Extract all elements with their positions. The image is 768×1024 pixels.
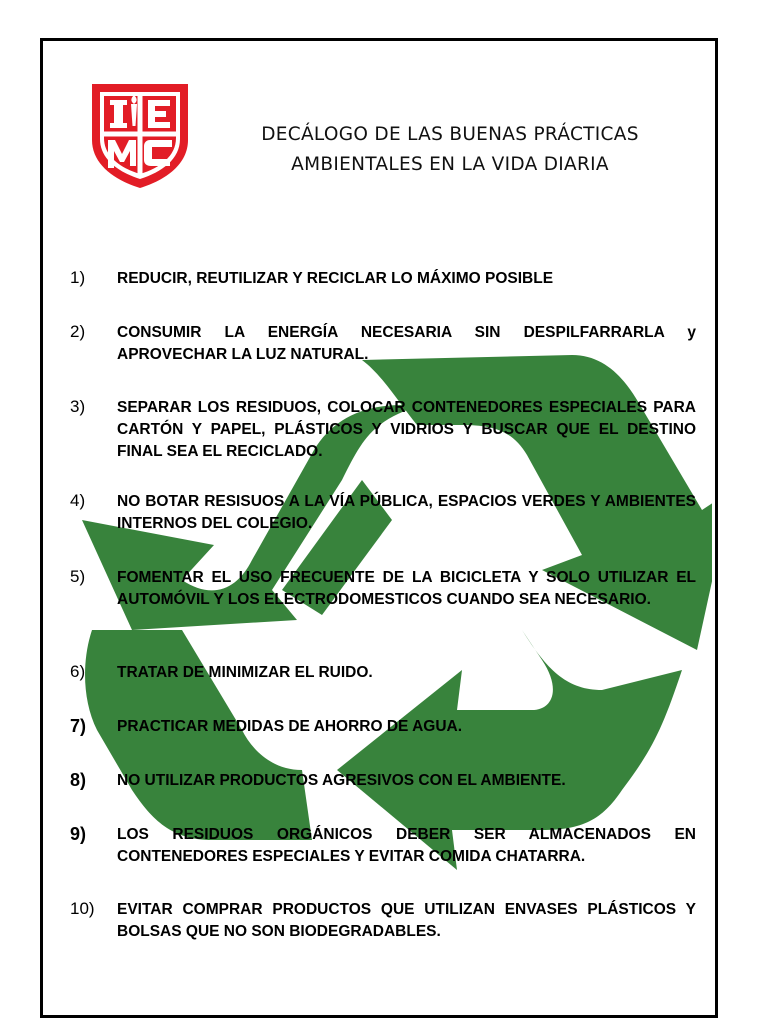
list-item [70,899,696,943]
item-number: 5) [70,567,86,586]
item-number: 4) [70,491,86,510]
item-text: NO UTILIZAR PRODUCTOS AGRESIVOS CON EL AMBIENTE. [117,772,566,789]
item-number: 9) [70,824,87,844]
list-item [70,322,696,366]
list-item [70,397,696,463]
item-number: 10) [70,899,95,918]
list-item [70,662,696,684]
item-number: 1) [70,268,86,287]
item-number: 3) [70,397,86,416]
list-item [70,268,696,290]
item-number: 8) [70,770,87,790]
item-text: FOMENTAR EL USO FRECUENTE DE LA BICICLETA Y SOLO UTILIZAR EL AUTOMÓVIL Y LOS ELECTRODOMESTICOS CUANDO SEA NECESARIO. [117,569,696,608]
title-line-1: DECÁLOGO DE LAS BUENAS PRÁCTICAS [261,124,639,145]
item-text: CONSUMIR LA ENERGÍA NECESARIA SIN DESPILFARRARLA y APROVECHAR LA LUZ NATURAL. [117,324,696,363]
list-item [70,491,696,535]
item-text: NO BOTAR RESISUOS A LA VÍA PÚBLICA, ESPACIOS VERDES Y AMBIENTES INTERNOS DEL COLEGIO. [117,493,696,532]
document-title [200,120,700,180]
item-number: 6) [70,662,86,681]
title-line-2: AMBIENTALES EN LA VIDA DIARIA [291,154,609,175]
item-text: EVITAR COMPRAR PRODUCTOS QUE UTILIZAN ENVASES PLÁSTICOS Y BOLSAS QUE NO SON BIODEGRADABLES. [117,901,696,940]
list-item [70,716,696,738]
list-item [70,770,696,792]
item-number: 2) [70,322,86,341]
item-text: LOS RESIDUOS ORGÁNICOS DEBER SER ALMACENADOS EN CONTENEDORES ESPECIALES Y EVITAR COMIDA CHATARRA. [117,826,696,865]
item-text: REDUCIR, REUTILIZAR Y RECICLAR LO MÁXIMO POSIBLE [117,270,554,287]
item-number: 7) [70,716,87,736]
school-logo [90,82,190,190]
item-text: PRACTICAR MEDIDAS DE AHORRO DE AGUA. [117,718,463,735]
list-item [70,824,696,868]
list-item [70,567,696,611]
item-text: TRATAR DE MINIMIZAR EL RUIDO. [117,664,373,681]
item-text: SEPARAR LOS RESIDUOS, COLOCAR CONTENEDORES ESPECIALES PARA CARTÓN Y PAPEL, PLÁSTICOS Y VIDRIOS Y BUSCAR QUE EL DESTINO FINAL SEA EL RECICLADO. [117,399,696,460]
